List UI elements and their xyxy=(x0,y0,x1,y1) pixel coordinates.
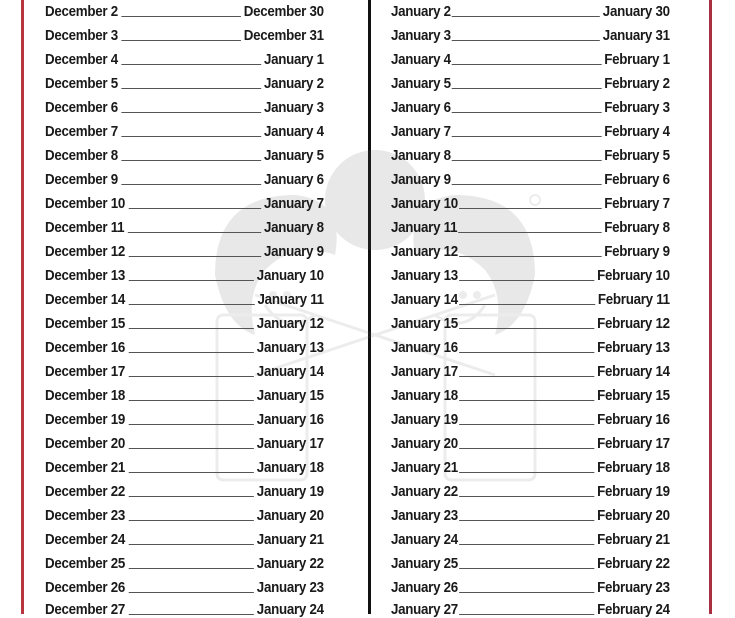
start-date: December 7 xyxy=(45,124,118,140)
left-red-border xyxy=(21,0,24,614)
date-row xyxy=(391,216,670,236)
start-date: January 26 xyxy=(391,580,458,596)
end-date: January 12 xyxy=(256,316,324,332)
start-date: January 25 xyxy=(391,556,458,572)
date-row xyxy=(391,144,670,164)
date-row xyxy=(391,480,670,500)
end-date: January 15 xyxy=(256,388,324,404)
date-row xyxy=(391,384,670,404)
start-date: January 3 xyxy=(391,28,451,44)
write-in-line xyxy=(459,327,595,329)
write-in-line xyxy=(129,399,254,401)
end-date: December 31 xyxy=(243,28,324,44)
end-date: January 8 xyxy=(263,220,324,236)
end-date: February 13 xyxy=(597,340,670,356)
date-row xyxy=(45,456,324,476)
write-in-line xyxy=(452,183,602,185)
write-in-line xyxy=(129,423,254,425)
start-date: December 4 xyxy=(45,52,118,68)
date-row xyxy=(391,96,670,116)
start-date: December 8 xyxy=(45,148,118,164)
end-date: January 5 xyxy=(263,148,324,164)
write-in-line xyxy=(122,15,241,17)
date-row xyxy=(391,168,670,188)
end-date: January 31 xyxy=(602,28,670,44)
end-date: January 20 xyxy=(256,508,324,524)
start-date: December 25 xyxy=(45,556,126,572)
date-row xyxy=(45,168,324,188)
right-red-border xyxy=(709,0,712,614)
start-date: January 15 xyxy=(391,316,458,332)
date-row xyxy=(45,480,324,500)
end-date: February 4 xyxy=(604,124,670,140)
end-date: January 23 xyxy=(256,580,324,596)
date-row xyxy=(45,0,324,20)
start-date: January 7 xyxy=(391,124,451,140)
end-date: January 11 xyxy=(257,292,324,308)
end-date: January 18 xyxy=(256,460,324,476)
date-row xyxy=(45,48,324,68)
write-in-line xyxy=(452,63,602,65)
start-date: January 19 xyxy=(391,412,458,428)
end-date: January 4 xyxy=(263,124,324,140)
end-date: February 18 xyxy=(597,460,670,476)
start-date: January 12 xyxy=(391,244,458,260)
start-date: January 8 xyxy=(391,148,451,164)
start-date: January 6 xyxy=(391,100,451,116)
end-date: February 2 xyxy=(604,76,670,92)
end-date: February 21 xyxy=(597,532,670,548)
write-in-line xyxy=(129,255,261,257)
write-in-line xyxy=(129,591,254,593)
end-date: January 22 xyxy=(256,556,324,572)
end-date: February 7 xyxy=(604,196,670,212)
end-date: January 2 xyxy=(263,76,324,92)
write-in-line xyxy=(129,207,261,209)
date-row xyxy=(45,24,324,44)
start-date: January 11 xyxy=(391,220,458,236)
start-date: December 10 xyxy=(45,196,126,212)
start-date: January 23 xyxy=(391,508,458,524)
end-date: February 9 xyxy=(604,244,670,260)
date-row xyxy=(391,0,670,20)
column-divider xyxy=(368,0,371,614)
date-row xyxy=(45,552,324,572)
end-date: February 23 xyxy=(597,580,670,596)
write-in-line xyxy=(458,231,601,233)
start-date: December 21 xyxy=(45,460,126,476)
write-in-line xyxy=(459,423,595,425)
start-date: January 22 xyxy=(391,484,458,500)
write-in-line xyxy=(459,543,595,545)
end-date: January 3 xyxy=(263,100,324,116)
start-date: December 12 xyxy=(45,244,126,260)
end-date: February 3 xyxy=(604,100,670,116)
end-date: January 21 xyxy=(256,532,324,548)
write-in-line xyxy=(122,63,262,65)
date-row xyxy=(391,504,670,524)
write-in-line xyxy=(128,231,261,233)
start-date: December 5 xyxy=(45,76,118,92)
date-row xyxy=(391,552,670,572)
end-date: January 9 xyxy=(263,244,324,260)
start-date: January 2 xyxy=(391,4,451,20)
write-in-line xyxy=(459,399,595,401)
write-in-line xyxy=(452,87,602,89)
date-row xyxy=(45,312,324,332)
end-date: December 30 xyxy=(243,4,324,20)
end-date: February 14 xyxy=(597,364,670,380)
end-date: February 24 xyxy=(597,602,670,618)
write-in-line xyxy=(452,39,600,41)
end-date: January 16 xyxy=(256,412,324,428)
date-row xyxy=(391,456,670,476)
end-date: January 13 xyxy=(256,340,324,356)
write-in-line xyxy=(122,39,241,41)
date-row xyxy=(45,216,324,236)
date-row xyxy=(391,408,670,428)
end-date: February 20 xyxy=(597,508,670,524)
date-row xyxy=(45,576,324,596)
end-date: January 7 xyxy=(263,196,324,212)
write-in-line xyxy=(122,135,262,137)
date-row xyxy=(45,384,324,404)
date-row xyxy=(45,598,324,618)
write-in-line xyxy=(459,519,595,521)
write-in-line xyxy=(459,613,595,615)
date-row xyxy=(391,24,670,44)
date-row xyxy=(391,192,670,212)
end-date: February 6 xyxy=(604,172,670,188)
start-date: January 13 xyxy=(391,268,458,284)
date-row xyxy=(45,432,324,452)
end-date: January 30 xyxy=(602,4,670,20)
date-row xyxy=(45,336,324,356)
end-date: February 17 xyxy=(597,436,670,452)
end-date: February 5 xyxy=(604,148,670,164)
start-date: December 2 xyxy=(45,4,118,20)
start-date: December 6 xyxy=(45,100,118,116)
end-date: February 11 xyxy=(597,292,670,308)
end-date: January 19 xyxy=(256,484,324,500)
start-date: January 17 xyxy=(391,364,458,380)
write-in-line xyxy=(129,567,254,569)
write-in-line xyxy=(129,471,254,473)
write-in-line xyxy=(122,87,262,89)
write-in-line xyxy=(459,471,595,473)
write-in-line xyxy=(129,519,254,521)
start-date: January 16 xyxy=(391,340,458,356)
date-row xyxy=(391,336,670,356)
end-date: February 19 xyxy=(597,484,670,500)
write-in-line xyxy=(129,613,254,615)
write-in-line xyxy=(459,591,595,593)
date-row xyxy=(391,312,670,332)
end-date: February 15 xyxy=(597,388,670,404)
date-row xyxy=(391,598,670,618)
write-in-line xyxy=(459,255,602,257)
end-date: January 14 xyxy=(256,364,324,380)
end-date: January 10 xyxy=(256,268,324,284)
write-in-line xyxy=(452,135,602,137)
date-row xyxy=(391,240,670,260)
end-date: January 24 xyxy=(256,602,324,618)
date-row xyxy=(45,144,324,164)
start-date: January 5 xyxy=(391,76,451,92)
write-in-line xyxy=(459,207,602,209)
end-date: January 6 xyxy=(263,172,324,188)
start-date: January 14 xyxy=(391,292,458,308)
date-row xyxy=(391,432,670,452)
write-in-line xyxy=(129,447,254,449)
end-date: February 10 xyxy=(597,268,670,284)
write-in-line xyxy=(452,111,602,113)
write-in-line xyxy=(459,303,595,305)
write-in-line xyxy=(459,567,595,569)
write-in-line xyxy=(122,183,262,185)
start-date: January 4 xyxy=(391,52,451,68)
write-in-line xyxy=(129,543,254,545)
start-date: January 18 xyxy=(391,388,458,404)
write-in-line xyxy=(452,15,600,17)
start-date: December 24 xyxy=(45,532,126,548)
end-date: January 1 xyxy=(263,52,324,68)
start-date: December 22 xyxy=(45,484,126,500)
date-row xyxy=(45,288,324,308)
write-in-line xyxy=(129,303,255,305)
date-row xyxy=(45,264,324,284)
date-row xyxy=(45,240,324,260)
start-date: December 18 xyxy=(45,388,126,404)
write-in-line xyxy=(459,495,595,497)
date-row xyxy=(391,264,670,284)
write-in-line xyxy=(459,351,595,353)
end-date: January 17 xyxy=(256,436,324,452)
start-date: December 16 xyxy=(45,340,126,356)
start-date: January 9 xyxy=(391,172,451,188)
write-in-line xyxy=(122,159,262,161)
start-date: December 27 xyxy=(45,602,126,618)
start-date: December 19 xyxy=(45,412,126,428)
write-in-line xyxy=(452,159,602,161)
date-row xyxy=(45,96,324,116)
end-date: February 1 xyxy=(604,52,670,68)
write-in-line xyxy=(122,111,262,113)
start-date: January 27 xyxy=(391,602,458,618)
date-row xyxy=(391,48,670,68)
start-date: January 10 xyxy=(391,196,458,212)
date-row xyxy=(391,528,670,548)
start-date: December 20 xyxy=(45,436,126,452)
write-in-line xyxy=(459,375,595,377)
start-date: January 24 xyxy=(391,532,458,548)
write-in-line xyxy=(129,279,254,281)
write-in-line xyxy=(129,375,254,377)
start-date: December 23 xyxy=(45,508,126,524)
end-date: February 12 xyxy=(597,316,670,332)
date-row xyxy=(45,504,324,524)
start-date: January 21 xyxy=(391,460,458,476)
date-row xyxy=(391,360,670,380)
start-date: January 20 xyxy=(391,436,458,452)
start-date: December 3 xyxy=(45,28,118,44)
date-row xyxy=(391,72,670,92)
date-row xyxy=(45,192,324,212)
date-row xyxy=(391,120,670,140)
end-date: February 8 xyxy=(604,220,670,236)
start-date: December 17 xyxy=(45,364,126,380)
write-in-line xyxy=(129,351,254,353)
write-in-line xyxy=(129,327,254,329)
start-date: December 14 xyxy=(45,292,126,308)
date-row xyxy=(45,120,324,140)
date-row xyxy=(391,288,670,308)
date-row xyxy=(391,576,670,596)
end-date: February 22 xyxy=(597,556,670,572)
end-date: February 16 xyxy=(597,412,670,428)
date-row xyxy=(45,360,324,380)
start-date: December 11 xyxy=(45,220,125,236)
write-in-line xyxy=(129,495,254,497)
start-date: December 26 xyxy=(45,580,126,596)
write-in-line xyxy=(459,279,595,281)
write-in-line xyxy=(459,447,595,449)
date-row xyxy=(45,408,324,428)
start-date: December 9 xyxy=(45,172,118,188)
date-row xyxy=(45,528,324,548)
start-date: December 13 xyxy=(45,268,126,284)
start-date: December 15 xyxy=(45,316,126,332)
date-row xyxy=(45,72,324,92)
